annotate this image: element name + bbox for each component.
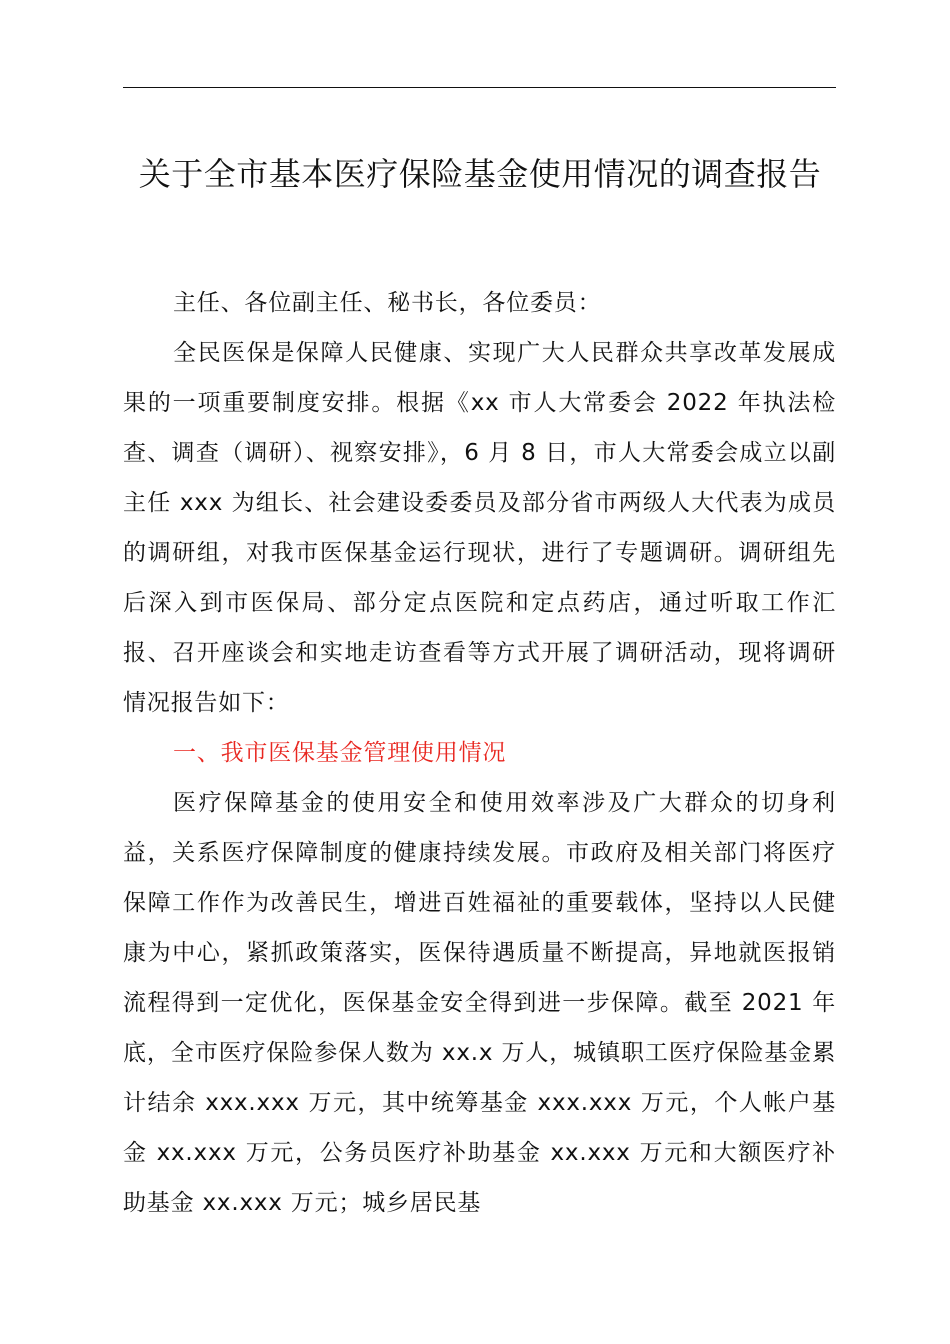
section-paragraph: 医疗保障基金的使用安全和使用效率涉及广大群众的切身利益，关系医疗保障制度的健康持续发展。市政府及相关部门将医疗保障工作作为改善民生，增进百姓福祉的重要载体，坚持以人民健康为中心，紧抓政策落实，医保待遇质量不断提高，异地就医报销流程得到一定优化，医保基金安全得到进一步保障。截至 2021 年底，全市医疗保险参保人数为 xx.x 万人，城镇职工医疗保险基金累计结余 xxx.xxx 万元，其中统筹基金 xxx.xxx 万元，个人帐户基金 xx.xxx 万元，公务员医疗补助基金 xx.xxx 万元和大额医疗补助基金 xx.xxx 万元；城乡居民基 — [123, 790, 836, 1216]
intro-paragraph: 全民医保是保障人民健康、实现广大人民群众共享改革发展成果的一项重要制度安排。根据《xx 市人大常委会 2022 年执法检查、调查（调研）、视察安排》，6 月 8 日，市人大常委会成立以副主任 xxx 为组长、社会建设委委员及部分省市两级人大代表为成员的调研组，对我市医保基金运行现状，进行了专题调研。调研组先后深入到市医保局、部分定点医院和定点药店，通过听取工作汇报、召开座谈会和实地走访查看等方式开展了调研活动，现将调研情况报告如下： — [123, 340, 836, 716]
document-title: 关于全市基本医疗保险基金使用情况的调查报告 — [138, 155, 822, 193]
document-body — [123, 278, 836, 1228]
section-heading: 一、我市医保基金管理使用情况 — [173, 740, 507, 766]
header-rule — [123, 87, 836, 88]
salutation: 主任、各位副主任、秘书长，各位委员： — [173, 290, 602, 316]
